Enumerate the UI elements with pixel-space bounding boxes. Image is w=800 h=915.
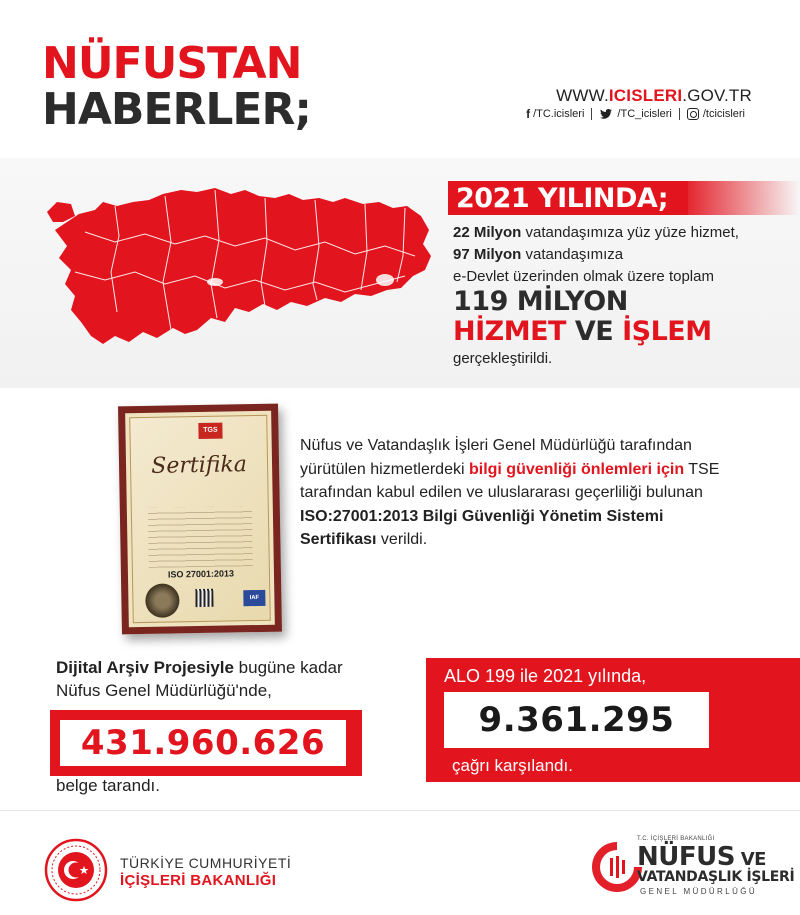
website-suffix: .GOV.TR bbox=[682, 86, 752, 105]
archive-line-1-rest: bugüne kadar bbox=[233, 658, 343, 677]
service-line-2-bold: 97 Milyon bbox=[453, 246, 522, 263]
facebook-link[interactable] bbox=[519, 107, 591, 121]
service-line-2-rest: vatandaşımıza bbox=[521, 246, 624, 263]
archive-count-box bbox=[50, 710, 362, 776]
page-title-line1: NÜFUSTAN bbox=[42, 38, 302, 89]
facebook-icon: f bbox=[526, 107, 531, 121]
archive-closing: belge tarandı. bbox=[56, 776, 160, 795]
directorate-line-3: GENEL MÜDÜRLÜĞÜ bbox=[640, 887, 758, 896]
certificate-iso: ISO 27001:2013 bbox=[167, 568, 235, 580]
service-line-1-bold: 22 Milyon bbox=[453, 224, 522, 241]
service-line-2 bbox=[453, 246, 623, 263]
alo-closing: çağrı karşılandı. bbox=[452, 756, 573, 775]
instagram-icon bbox=[687, 108, 699, 120]
ministry-emblem-icon bbox=[44, 838, 108, 902]
turkey-map-icon bbox=[45, 172, 440, 357]
seal-icon bbox=[145, 583, 180, 618]
instagram-link[interactable] bbox=[679, 108, 752, 120]
service-total: 119 MİLYON bbox=[453, 286, 628, 317]
alo-count: 9.361.295 bbox=[444, 692, 709, 748]
twitter-link[interactable] bbox=[591, 108, 678, 120]
cert-text-1: Nüfus ve Vatandaşlık İşleri Genel Müdürlüğü tarafından yürütülen hizmetlerdeki bbox=[300, 437, 692, 478]
service-line-1-rest: vatandaşımıza yüz yüze hizmet, bbox=[521, 224, 739, 241]
qr-code-icon bbox=[195, 589, 213, 607]
tgs-logo: TGS bbox=[198, 423, 222, 439]
service-type-connector: VE bbox=[565, 316, 623, 347]
cert-text-2: TSE tarafından kabul edilen ve uluslararası geçerliliği bulunan bbox=[300, 460, 720, 501]
service-line-3: e-Devlet üzerinden olmak üzere toplam bbox=[453, 268, 714, 285]
ministry-line-1: TÜRKİYE CUMHURİYETİ bbox=[120, 855, 292, 871]
twitter-handle: /TC_icisleri bbox=[617, 108, 672, 120]
archive-count: 431.960.626 bbox=[60, 720, 346, 766]
directorate-main-word: NÜFUS bbox=[637, 842, 735, 872]
alo-heading: ALO 199 ile 2021 yılında, bbox=[444, 666, 647, 686]
certificate-description bbox=[300, 434, 730, 552]
footer-divider bbox=[0, 810, 800, 811]
page-title-line2: HABERLER; bbox=[42, 84, 311, 135]
service-type-word2: İŞLEM bbox=[622, 316, 712, 347]
social-links bbox=[519, 107, 752, 121]
directorate-small: T.C. İÇİŞLERİ BAKANLIĞI bbox=[637, 836, 715, 842]
twitter-icon bbox=[599, 109, 613, 119]
cert-text-3: verildi. bbox=[376, 531, 428, 548]
website-highlight: ICISLERI bbox=[608, 86, 683, 105]
iaf-logo: IAF bbox=[243, 590, 265, 606]
certificate-title: Sertifika bbox=[151, 452, 248, 479]
service-type bbox=[453, 316, 712, 347]
archive-line-2: Nüfus Genel Müdürlüğü'nde, bbox=[56, 681, 272, 700]
facebook-handle: /TC.icisleri bbox=[533, 108, 585, 120]
certificate-image bbox=[118, 404, 282, 635]
service-closing: gerçekleştirildi. bbox=[453, 350, 553, 367]
directorate-ve: VE bbox=[734, 849, 766, 870]
cert-text-highlight: bilgi güvenliği önlemleri için bbox=[468, 460, 685, 478]
year-heading: 2021 YILINDA; bbox=[456, 183, 669, 214]
archive-project-name: Dijital Arşiv Projesiyle bbox=[56, 658, 234, 677]
service-line-1 bbox=[453, 224, 739, 241]
cert-text-bold: ISO:27001:2013 Bilgi Güvenliği Yönetim Sistemi Sertifikası bbox=[300, 507, 664, 548]
website-prefix: WWW. bbox=[556, 86, 609, 105]
website-link[interactable] bbox=[556, 86, 752, 106]
archive-line-1 bbox=[56, 658, 343, 678]
service-type-word1: HİZMET bbox=[453, 316, 566, 347]
instagram-handle: /tcicisleri bbox=[702, 108, 745, 120]
year-heading-banner bbox=[448, 181, 800, 215]
ministry-line-2: İÇİŞLERİ BAKANLIĞI bbox=[120, 872, 277, 889]
directorate-line-2: VATANDAŞLIK İŞLERİ bbox=[637, 869, 795, 885]
